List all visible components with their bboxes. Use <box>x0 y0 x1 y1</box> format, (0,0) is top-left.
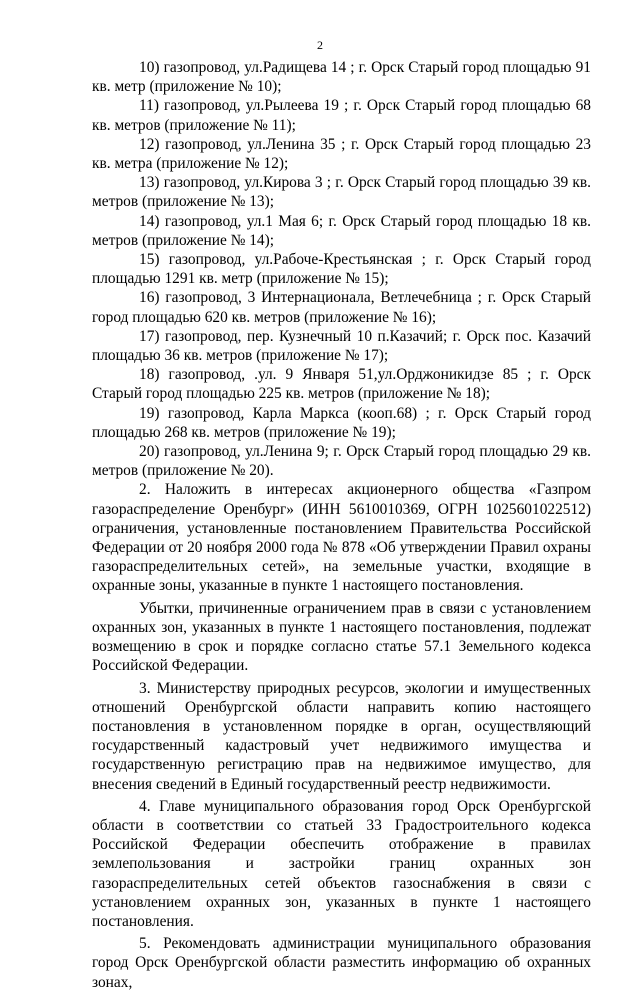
list-item-17: 17) газопровод, пер. Кузнечный 10 п.Казачий; г. Орск пос. Казачий площадью 36 кв. метров (приложение № 17); <box>92 327 591 365</box>
list-item-10: 10) газопровод, ул.Радищева 14 ; г. Орск Старый город площадью 91 кв. метр (приложение № 10); <box>92 59 591 96</box>
list-item-19: 19) газопровод, Карла Маркса (кооп.68) ; г. Орск Старый город площадью 268 кв. метров (приложение № 19); <box>92 404 591 441</box>
list-item-15: 15) газопровод, ул.Рабоче-Крестьянская ; г. Орск Старый город площадью 1291 кв. метр (приложение № 15); <box>92 251 591 288</box>
list-item-14: 14) газопровод, ул.1 Мая 6; г. Орск Старый город площадью 18 кв. метров (приложение № 14); <box>92 212 591 249</box>
clause-4: 4. Главе муниципального образования город Орск Оренбургской области в соответствии со статьей 33 Градостроительного кодекса Российской Федерации обеспечить отображение в правилах землепользования и застройки границ охранных зон газораспределительных сетей объектов газоснабжения в связи с установлением охранных зон, указанных в пункте 1 настоящего постановления. <box>92 797 591 930</box>
clause-2-losses: Убытки, причиненные ограничением прав в связи с установлением охранных зон, указанных в пункте 1 настоящего постановления, подлежат возмещению в срок и порядке согласно статье 57.1 Земельного кодекса Российской Федерации. <box>92 599 591 675</box>
list-item-20: 20) газопровод, ул.Ленина 9; г. Орск Старый город площадью 29 кв. метров (приложение № 20). <box>92 443 591 480</box>
document-body <box>92 58 591 992</box>
list-item-18: 18) газопровод, .ул. 9 Января 51,ул.Орджоникидзе 85 ; г. Орск Старый город площадью 225 кв. метров (приложение № 18); <box>92 366 591 403</box>
clause-5: 5. Рекомендовать администрации муниципального образования город Орск Оренбургской области разместить информацию об охранных зонах, <box>92 935 591 991</box>
list-item-11: 11) газопровод, ул.Рылеева 19 ; г. Орск Старый город площадью 68 кв. метров (приложение № 11); <box>92 97 591 134</box>
page-number: 2 <box>317 38 323 52</box>
list-item-16: 16) газопровод, 3 Интернационала, Ветлечебница ; г. Орск Старый город площадью 620 кв. метров (приложение № 16); <box>92 289 591 326</box>
list-item-13: 13) газопровод, ул.Кирова 3 ; г. Орск Старый город площадью 39 кв. метров (приложение № 13); <box>92 174 591 211</box>
clause-3: 3. Министерству природных ресурсов, экологии и имущественных отношений Оренбургской области направить копию настоящего постановления в установленном порядке в орган, осуществляющий государственный кадастровый учет недвижимого имущества и государственную регистрацию прав на недвижимое имущество, для внесения сведений в Единый государственный реестр недвижимости. <box>92 679 591 793</box>
list-item-12: 12) газопровод, ул.Ленина 35 ; г. Орск Старый город площадью 23 кв. метра (приложение № 12); <box>92 135 591 173</box>
clause-2: 2. Наложить в интересах акционерного общества «Газпром газораспределение Оренбург» (ИНН 5610010369, ОГРН 1025601022512) ограничения, установленные постановлением Правительства Российской Федерации от 20 ноября 2000 года № 878 «Об утверждении Правил охраны газораспределительных сетей», на земельные участки, входящие в охранные зоны, указанные в пункте 1 настоящего постановления. <box>92 481 591 595</box>
